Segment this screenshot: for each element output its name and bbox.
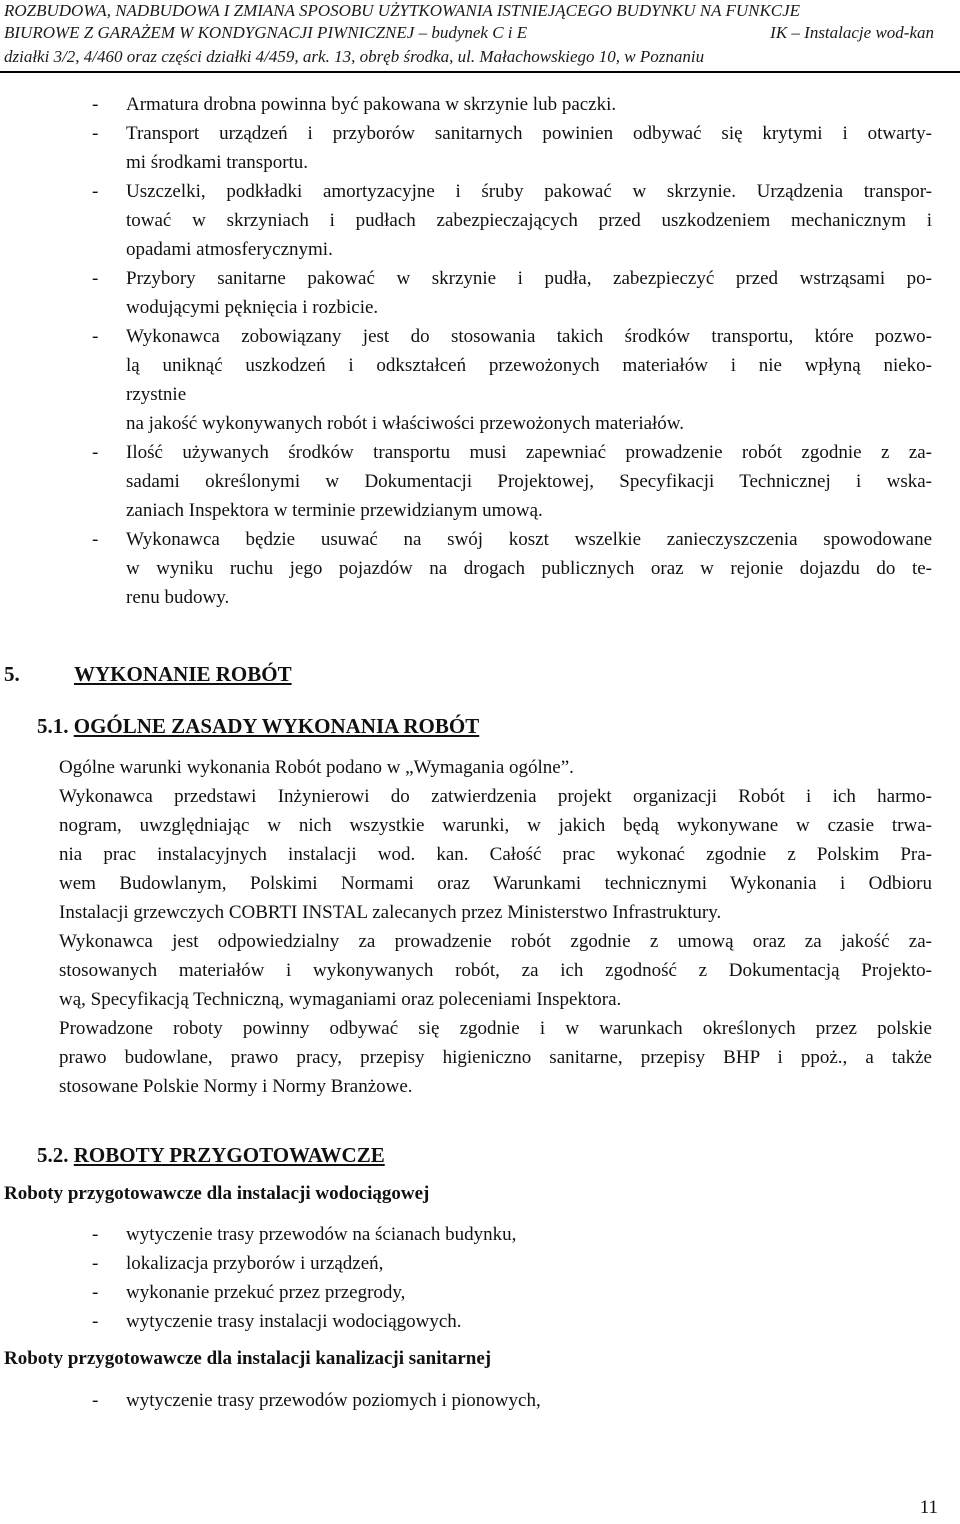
section-number: 5.2.: [37, 1143, 69, 1167]
section-5-1-heading: [37, 714, 479, 739]
section-5-heading: [4, 662, 292, 687]
list-item: [92, 90, 932, 119]
list-item-text: renu budowy.: [126, 587, 230, 608]
bullet-dash: -: [92, 442, 99, 463]
header-line-3: działki 3/2, 4/460 oraz części działki 4/459, ark. 13, obręb środka, ul. Małachowskiego 10, w Poznaniu: [4, 47, 705, 66]
list-item: [92, 264, 932, 322]
section-5-2-heading: [37, 1143, 385, 1168]
paragraph-line: stosowanych materiałów i wykonywanych robót, za ich zgodność z Dokumentacją Projekto-: [59, 960, 932, 981]
list-item-text: w wyniku ruchu jego pojazdów na drogach publicznych oraz w rejonie dojazdu do te-: [126, 558, 932, 579]
transport-bullet-list: [92, 90, 932, 612]
bullet-dash: -: [92, 123, 99, 144]
list-item: [92, 177, 932, 264]
list-item: [92, 438, 932, 525]
section-title: ROBOTY PRZYGOTOWAWCZE: [73, 1143, 385, 1167]
list-item-text: lą uniknąć uszkodzeń i odkształceń przewożonych materiałów i nie wpłyną nieko-: [126, 355, 932, 376]
header-line-2-right: IK – Instalacje wod-kan: [770, 23, 934, 42]
list-item-text: wodującymi pęknięcia i rozbicie.: [126, 297, 379, 318]
list-item-text: Armatura drobna powinna być pakowana w skrzynie lub paczki.: [126, 94, 617, 115]
list-item-text: wytyczenie trasy przewodów poziomych i pionowych,: [126, 1390, 541, 1411]
header-line-2-left: BIUROWE Z GARAŻEM W KONDYGNACJI PIWNICZNEJ – budynek C i E: [4, 23, 528, 42]
list-item-text: tować w skrzyniach i pudłach zabezpieczających przed uszkodzeniem mechanicznym i: [126, 210, 932, 231]
list-item: [92, 322, 932, 438]
list-item-text: wytyczenie trasy instalacji wodociągowych.: [126, 1311, 462, 1332]
list-item: [92, 1249, 932, 1278]
list-item-text: Transport urządzeń i przyborów sanitarnych powinien odbywać się krytymi i otwarty-: [126, 123, 932, 144]
paragraph-line: wem Budowlanym, Polskimi Normami oraz Warunkami technicznymi Wykonania i Odbioru: [59, 873, 932, 894]
paragraph-line: Wykonawca przedstawi Inżynierowi do zatwierdzenia projekt organizacji Robót i ich harmo-: [59, 786, 932, 807]
page-number: 11: [919, 1497, 938, 1518]
list-item-text: wykonanie przekuć przez przegrody,: [126, 1282, 406, 1303]
paragraph-line: wą, Specyfikacją Techniczną, wymaganiami oraz poleceniami Inspektora.: [59, 989, 622, 1010]
bullet-dash: -: [92, 1253, 99, 1274]
list-item-text: opadami atmosferycznymi.: [126, 239, 333, 260]
paragraph-line: nogram, uwzględniając w nich wszystkie warunki, w jakich będą wykonywane w czasie trwa-: [59, 815, 932, 836]
bullet-dash: -: [92, 1311, 99, 1332]
bullet-dash: -: [92, 326, 99, 347]
list-item-text: Ilość używanych środków transportu musi zapewniać prowadzenie robót zgodnie z za-: [126, 442, 932, 463]
paragraph-line: prawo budowlane, prawo pracy, przepisy higieniczno sanitarne, przepisy BHP i ppoż., a także: [59, 1047, 932, 1068]
list-item-text: zaniach Inspektora w terminie przewidzianym umową.: [126, 500, 543, 521]
bullet-dash: -: [92, 1282, 99, 1303]
sewer-prep-list: [92, 1386, 932, 1415]
list-item-text: rzystnie: [126, 384, 187, 405]
list-item-text: Wykonawca zobowiązany jest do stosowania takich środków transportu, które pozwo-: [126, 326, 932, 347]
list-item-text: Przybory sanitarne pakować w skrzynie i pudła, zabezpieczyć przed wstrząsami po-: [126, 268, 932, 289]
list-item-text: na jakość wykonywanych robót i właściwości przewożonych materiałów.: [126, 413, 685, 434]
paragraph-line: nia prac instalacyjnych instalacji wod. kan. Całość prac wykonać zgodnie z Polskim Pra-: [59, 844, 932, 865]
bullet-dash: -: [92, 181, 99, 202]
section-title: WYKONANIE ROBÓT: [74, 662, 292, 686]
list-item-text: sadami określonymi w Dokumentacji Projektowej, Specyfikacji Technicznej i wska-: [126, 471, 932, 492]
paragraph-line: stosowane Polskie Normy i Normy Branżowe.: [59, 1076, 413, 1097]
list-item-text: lokalizacja przyborów i urządzeń,: [126, 1253, 384, 1274]
section-number: 5.1.: [37, 714, 69, 738]
bullet-dash: -: [92, 1390, 99, 1411]
subheading-sewer: Roboty przygotowawcze dla instalacji kanalizacji sanitarnej: [4, 1348, 492, 1369]
list-item: [92, 1278, 932, 1307]
list-item: [92, 525, 932, 612]
subheading-water: Roboty przygotowawcze dla instalacji wodociągowej: [4, 1183, 430, 1204]
list-item: [92, 1220, 932, 1249]
list-item: [92, 119, 932, 177]
list-item: [92, 1307, 932, 1336]
page-header: [0, 0, 960, 73]
water-prep-list: [92, 1220, 932, 1336]
paragraph-line: Wykonawca jest odpowiedzialny za prowadzenie robót zgodnie z umową oraz za jakość za-: [59, 931, 932, 952]
section-number: 5.: [4, 662, 20, 686]
bullet-dash: -: [92, 1224, 99, 1245]
list-item: [92, 1386, 932, 1415]
list-item-text: Wykonawca będzie usuwać na swój koszt wszelkie zanieczyszczenia spowodowane: [126, 529, 932, 550]
list-item-text: mi środkami transportu.: [126, 152, 309, 173]
section-title: OGÓLNE ZASADY WYKONANIA ROBÓT: [73, 714, 480, 738]
paragraph-line: Ogólne warunki wykonania Robót podano w „Wymagania ogólne”.: [59, 757, 574, 778]
bullet-dash: -: [92, 94, 99, 115]
paragraph-line: Instalacji grzewczych COBRTI INSTAL zalecanych przez Ministerstwo Infrastruktury.: [59, 902, 722, 923]
paragraph-line: Prowadzone roboty powinny odbywać się zgodnie i w warunkach określonych przez polskie: [59, 1018, 932, 1039]
bullet-dash: -: [92, 268, 99, 289]
header-line-1: ROZBUDOWA, NADBUDOWA I ZMIANA SPOSOBU UŻYTKOWANIA ISTNIEJĄCEGO BUDYNKU NA FUNKCJE: [4, 1, 801, 20]
list-item-text: Uszczelki, podkładki amortyzacyjne i śruby pakować w skrzynie. Urządzenia transpor-: [126, 181, 932, 202]
section-5-1-body: [59, 753, 932, 1101]
list-item-text: wytyczenie trasy przewodów na ścianach budynku,: [126, 1224, 517, 1245]
bullet-dash: -: [92, 529, 99, 550]
